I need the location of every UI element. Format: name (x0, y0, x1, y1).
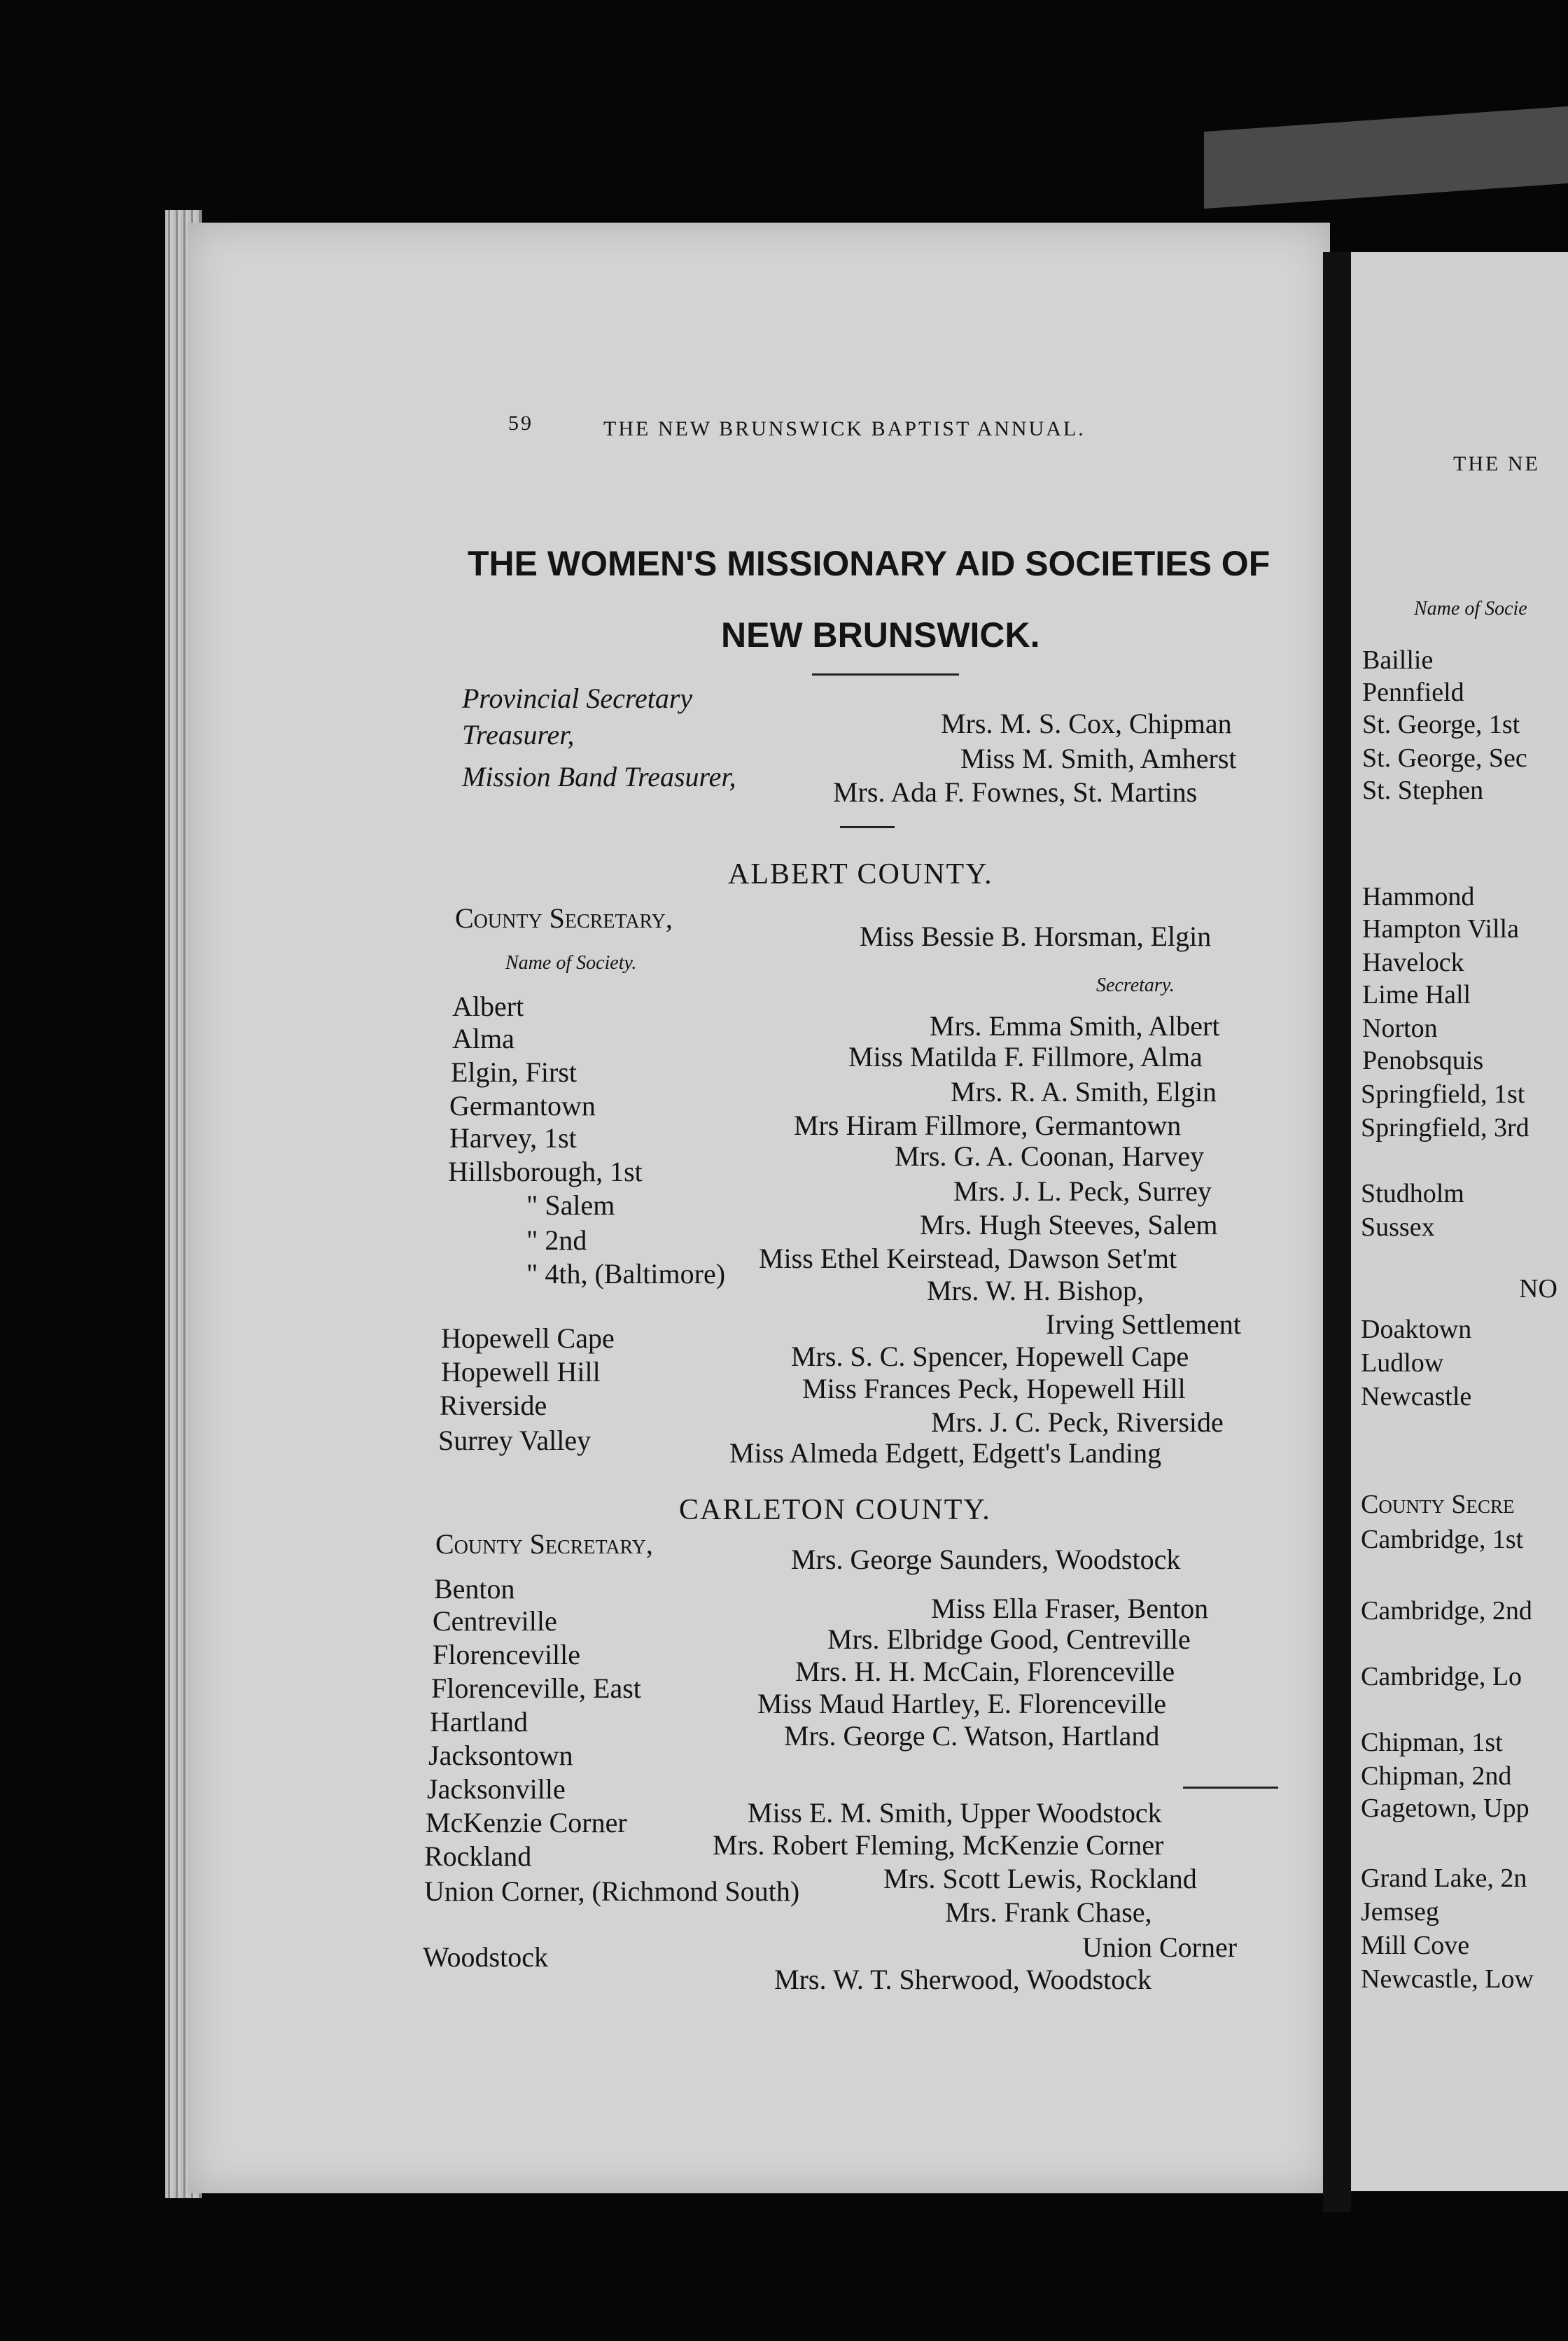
list-item: Mrs. Robert Fleming, McKenzie Corner (713, 1829, 1164, 1861)
list-item: Woodstock (423, 1941, 548, 1973)
list-item: Jacksonville (427, 1773, 566, 1805)
list-item: Studholm (1361, 1179, 1464, 1208)
list-item: Hillsborough, 1st (448, 1156, 643, 1187)
list-item: Mrs. Elbridge Good, Centreville (827, 1623, 1191, 1655)
list-item: Cambridge, 2nd (1361, 1596, 1532, 1626)
list-item: Springfield, 1st (1361, 1079, 1525, 1109)
list-item: Mrs. George C. Watson, Hartland (784, 1720, 1160, 1752)
list-item: Sussex (1361, 1213, 1435, 1242)
list-item: St. Stephen (1362, 776, 1484, 805)
albert-secretary-label: County Secretary, (455, 902, 673, 934)
list-item: Gagetown, Upp (1361, 1794, 1530, 1823)
list-item: Miss Maud Hartley, E. Florenceville (757, 1688, 1166, 1719)
list-item: Ludlow (1361, 1348, 1444, 1378)
list-item: Mrs. G. A. Coonan, Harvey (895, 1140, 1205, 1172)
list-item: McKenzie Corner (426, 1807, 627, 1838)
list-item: Riverside (440, 1390, 547, 1421)
list-item: Miss Ethel Keirstead, Dawson Set'mt (759, 1243, 1177, 1274)
list-item: Hampton Villa (1362, 914, 1519, 944)
officer-name-1: Mrs. M. S. Cox, Chipman (941, 708, 1232, 739)
page-title-line2: NEW BRUNSWICK. (721, 615, 1040, 655)
list-item: Hammond (1362, 882, 1475, 911)
list-item: Mrs. Frank Chase, (945, 1896, 1152, 1928)
list-item: Jacksontown (428, 1740, 573, 1771)
carleton-rule (1183, 1787, 1278, 1789)
list-item: Miss Frances Peck, Hopewell Hill (802, 1373, 1186, 1404)
list-item: Grand Lake, 2n (1361, 1864, 1527, 1893)
albert-county-heading: ALBERT COUNTY. (728, 858, 993, 890)
list-item: Elgin, First (451, 1056, 578, 1088)
officer-role-3: Mission Band Treasurer, (462, 761, 736, 792)
list-item: Florenceville (433, 1639, 581, 1670)
list-item: Cambridge, Lo (1361, 1662, 1522, 1691)
list-item: Hopewell Hill (441, 1356, 601, 1388)
carleton-county-secretary: Mrs. George Saunders, Woodstock (791, 1544, 1181, 1575)
list-item: Albert (452, 991, 524, 1022)
list-item: Springfield, 3rd (1361, 1113, 1530, 1142)
list-item: Mrs. R. A. Smith, Elgin (951, 1076, 1217, 1107)
list-item: Newcastle, Low (1361, 1964, 1534, 1994)
list-item: Mrs. Emma Smith, Albert (930, 1010, 1220, 1042)
page-title-line1: THE WOMEN'S MISSIONARY AID SOCIETIES OF (468, 544, 1270, 583)
list-item: Mrs. J. L. Peck, Surrey (953, 1175, 1212, 1207)
officer-name-3: Mrs. Ada F. Fownes, St. Martins (833, 776, 1198, 808)
list-item: Centreville (433, 1605, 557, 1637)
list-item: Germantown (449, 1090, 596, 1121)
officer-name-2: Miss M. Smith, Amherst (960, 743, 1237, 774)
list-item: Cambridge, 1st (1361, 1525, 1524, 1554)
running-head: THE NEW BRUNSWICK BAPTIST ANNUAL. (603, 417, 1086, 440)
right-running-head: THE NE (1453, 452, 1540, 475)
list-item: Baillie (1362, 645, 1434, 675)
list-item: Jemseg (1361, 1897, 1439, 1927)
list-item: Mrs. H. H. McCain, Florenceville (795, 1656, 1175, 1687)
list-item: " Salem (526, 1189, 615, 1221)
list-item: Union Corner (1082, 1931, 1238, 1963)
list-item: Mrs. W. H. Bishop, (927, 1275, 1144, 1306)
list-item: Hartland (430, 1706, 528, 1738)
list-item: Lime Hall (1362, 980, 1471, 1009)
list-item: Norton (1362, 1014, 1438, 1043)
list-item: Penobsquis (1362, 1046, 1484, 1075)
list-item: Miss Ella Fraser, Benton (931, 1593, 1209, 1624)
list-item: Miss Matilda F. Fillmore, Alma (848, 1041, 1203, 1072)
list-item: Chipman, 2nd (1361, 1761, 1512, 1791)
list-item: Surrey Valley (438, 1425, 592, 1456)
albert-county-secretary: Miss Bessie B. Horsman, Elgin (860, 921, 1212, 952)
list-item: Mrs. S. C. Spencer, Hopewell Cape (791, 1341, 1189, 1372)
list-item: Mrs. Scott Lewis, Rockland (883, 1863, 1197, 1894)
list-item: " 4th, (Baltimore) (526, 1258, 726, 1290)
list-item: Irving Settlement (1046, 1308, 1241, 1340)
list-item: Newcastle (1361, 1382, 1472, 1411)
title-rule (812, 673, 959, 676)
book-gutter (1323, 252, 1351, 2212)
list-item: Alma (452, 1023, 514, 1054)
carleton-county-heading: CARLETON COUNTY. (679, 1494, 991, 1526)
officers-rule (840, 826, 895, 828)
list-item: Benton (434, 1573, 515, 1605)
list-item: St. George, 1st (1362, 710, 1520, 739)
list-item: NO (1519, 1274, 1558, 1304)
list-item: " 2nd (526, 1224, 587, 1256)
list-item: Mrs. Hugh Steeves, Salem (920, 1209, 1218, 1241)
list-item: Mrs. W. T. Sherwood, Woodstock (774, 1964, 1152, 1995)
officer-role-2: Treasurer, (462, 719, 575, 750)
carleton-secretary-label: County Secretary, (435, 1528, 653, 1560)
list-item: Chipman, 1st (1361, 1728, 1503, 1757)
list-item: Doaktown (1361, 1315, 1472, 1344)
albert-col-society: Name of Society. (505, 952, 637, 974)
list-item: Pennfield (1362, 678, 1464, 707)
list-item: Mrs. J. C. Peck, Riverside (931, 1406, 1224, 1438)
list-item: St. George, Sec (1362, 743, 1527, 773)
book-strap (1204, 106, 1568, 209)
list-item: Miss Almeda Edgett, Edgett's Landing (729, 1437, 1162, 1469)
albert-col-secretary: Secretary. (1096, 974, 1175, 996)
officer-role-1: Provincial Secretary (462, 683, 693, 714)
list-item: Mrs Hiram Fillmore, Germantown (794, 1110, 1182, 1141)
list-item: Harvey, 1st (449, 1122, 577, 1154)
list-item: Mill Cove (1361, 1931, 1470, 1960)
page-number: 59 (508, 412, 533, 435)
list-item: Florenceville, East (431, 1672, 641, 1704)
list-item: Rockland (424, 1840, 532, 1872)
list-item: Havelock (1362, 948, 1464, 977)
list-item: Union Corner, (Richmond South) (424, 1875, 800, 1907)
list-item: Miss E. M. Smith, Upper Woodstock (748, 1797, 1162, 1829)
list-item: Hopewell Cape (441, 1322, 615, 1354)
right-col-label: Name of Socie (1414, 598, 1527, 620)
list-item: County Secre (1361, 1490, 1515, 1519)
